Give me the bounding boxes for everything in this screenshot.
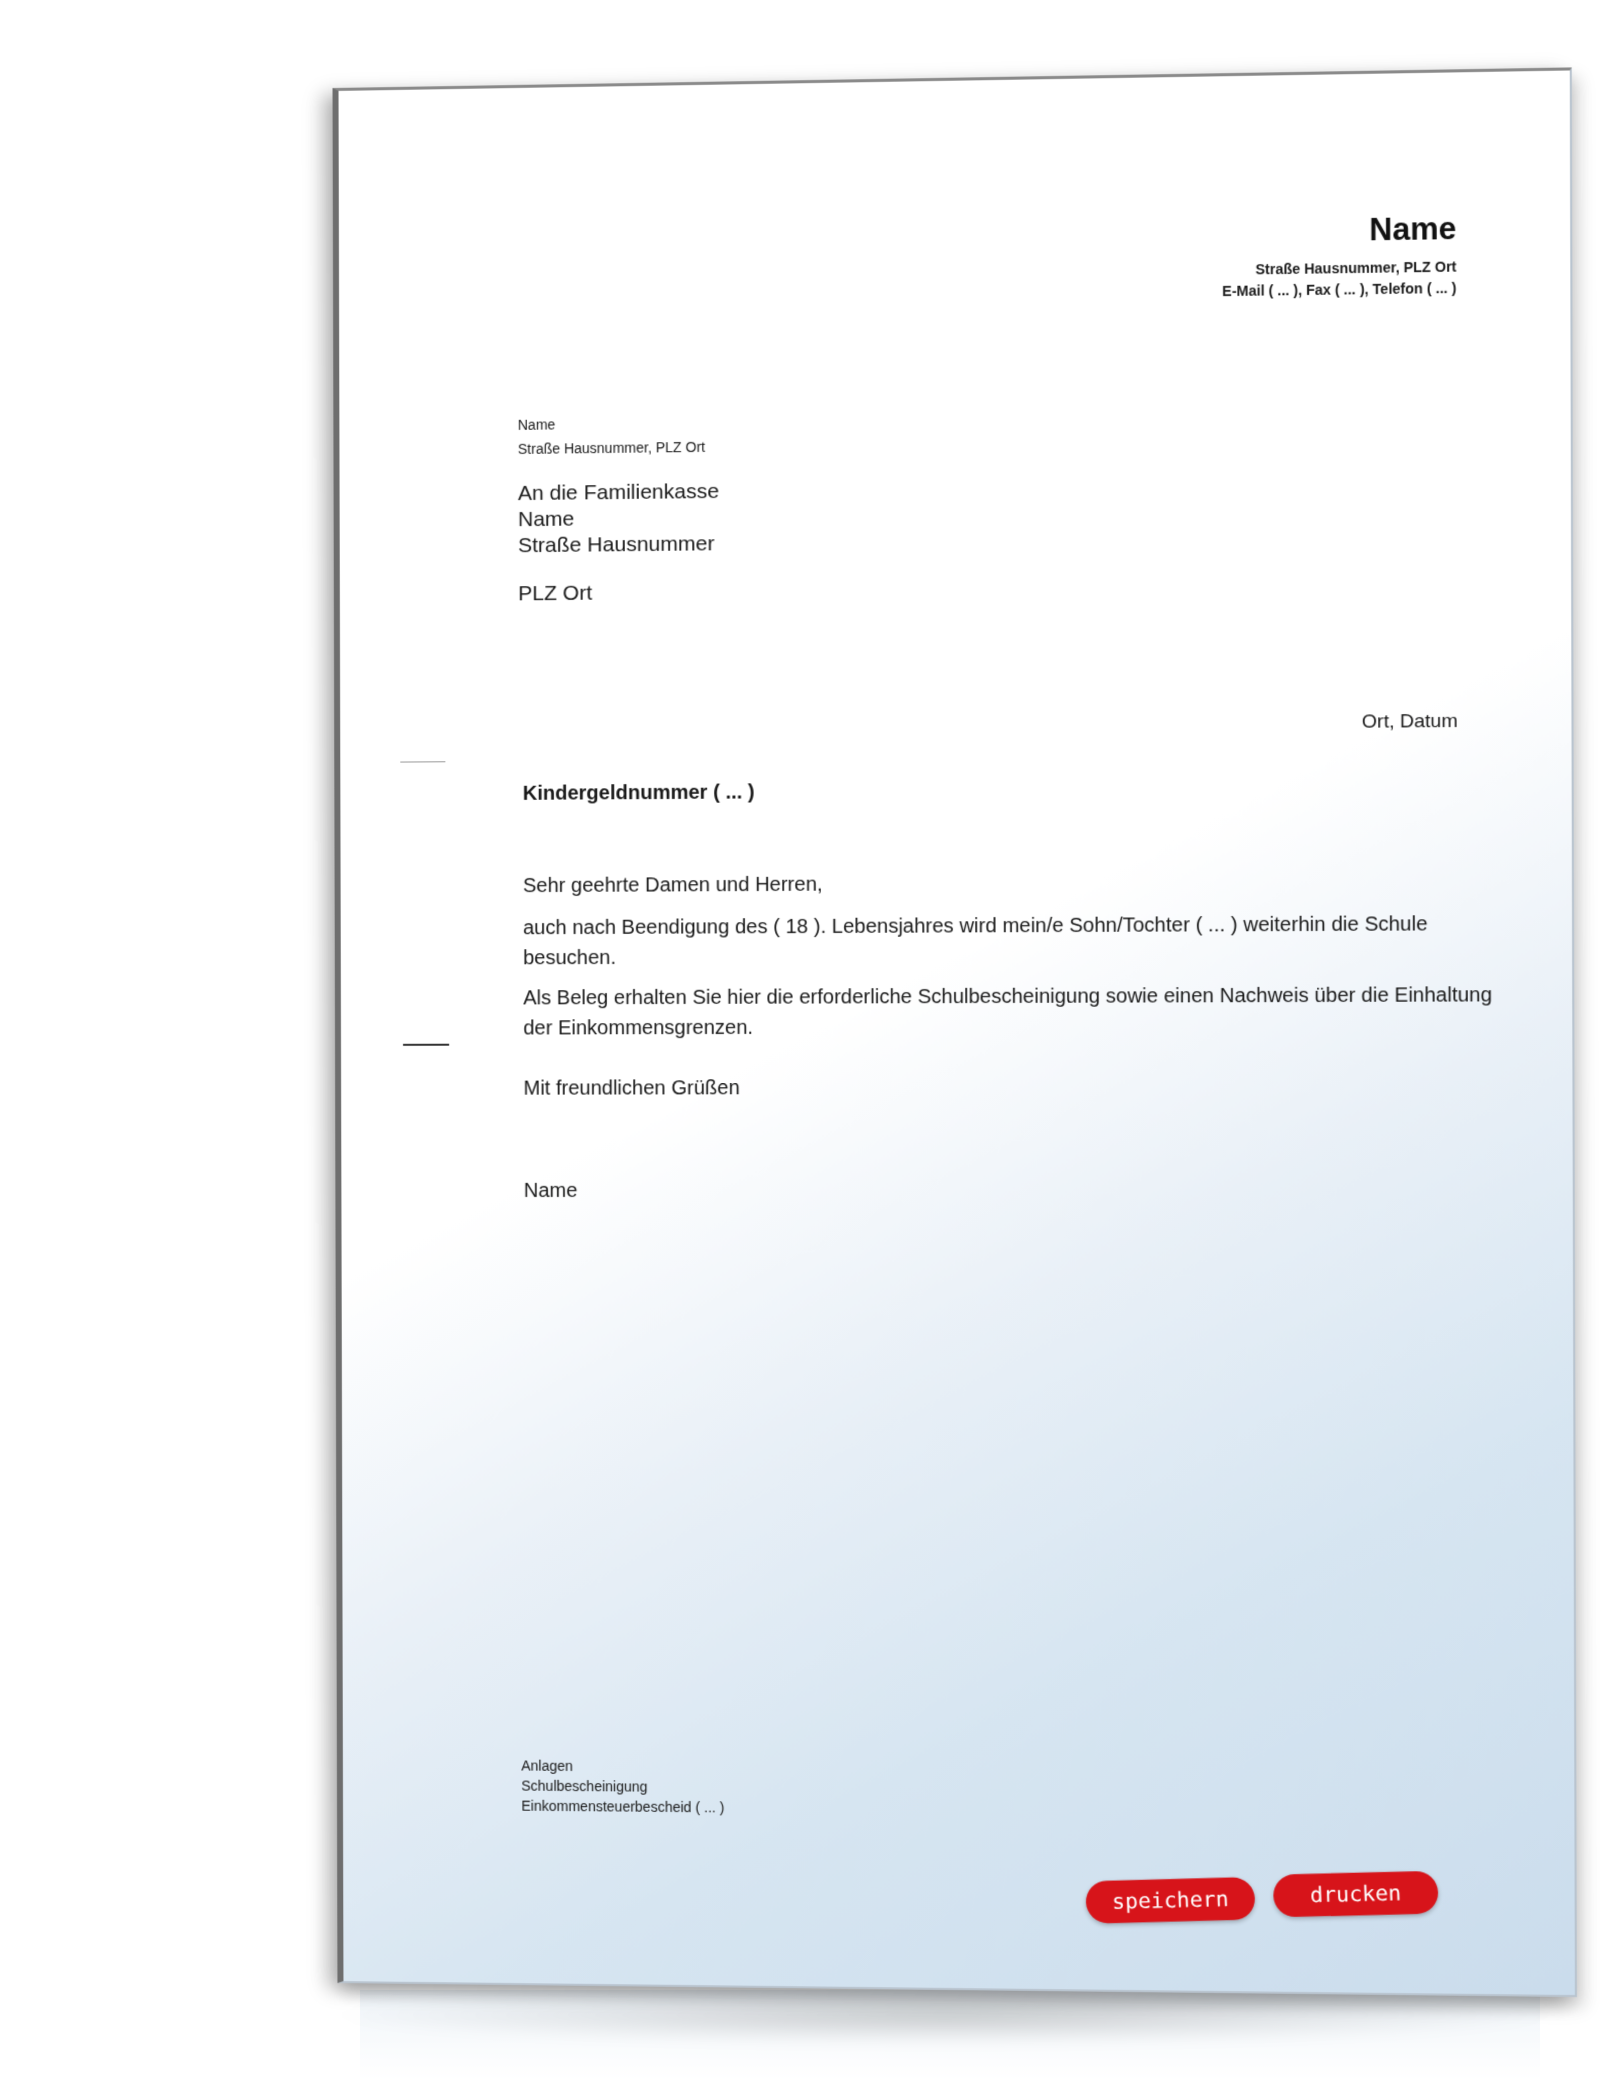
letter-page-wrapper [333, 67, 1580, 2002]
signature-name: Name [523, 1179, 578, 1202]
letterhead-address: Straße Hausnummer, PLZ Ort [1255, 258, 1457, 278]
recipient-line-2: Name [517, 507, 575, 532]
print-button[interactable]: drucken [1273, 1871, 1439, 1918]
salutation: Sehr geehrte Damen und Herren, [522, 873, 823, 898]
letterhead-name: Name [1369, 210, 1457, 248]
letter-subject: Kindergeldnummer ( ... ) [522, 781, 755, 805]
return-address-name: Name [517, 416, 556, 433]
recipient-line-3: Straße Hausnummer [518, 532, 715, 558]
recipient-line-1: An die Familienkasse [517, 479, 720, 506]
attachment-item: Einkommensteuerbescheid ( ... ) [521, 1797, 725, 1816]
punch-mark [403, 1044, 449, 1046]
body-paragraph: Als Beleg erhalten Sie hier die erforderliche Schulbescheinigung sowie einen Nachweis über die Einhaltung der Einkommensgrenzen. [523, 984, 1493, 1040]
letter-page [333, 67, 1577, 1997]
closing: Mit freundlichen Grüßen [523, 1077, 740, 1100]
letterhead-contact: E-Mail ( ... ), Fax ( ... ), Telefon ( ... ) [1222, 279, 1457, 300]
save-button[interactable]: speichern [1085, 1877, 1255, 1924]
recipient-line-4: PLZ Ort [518, 581, 593, 606]
body-paragraph: auch nach Beendigung des ( 18 ). Lebensjahres wird mein/e Sohn/Tochter ( ... ) weiterhin die Schule besuchen. [523, 913, 1428, 970]
place-date: Ort, Datum [1361, 710, 1458, 733]
attachment-item: Schulbescheinigung [521, 1777, 648, 1795]
attachments-label: Anlagen [521, 1757, 573, 1774]
fold-mark [400, 761, 445, 762]
return-address-street: Straße Hausnummer, PLZ Ort [517, 438, 706, 457]
